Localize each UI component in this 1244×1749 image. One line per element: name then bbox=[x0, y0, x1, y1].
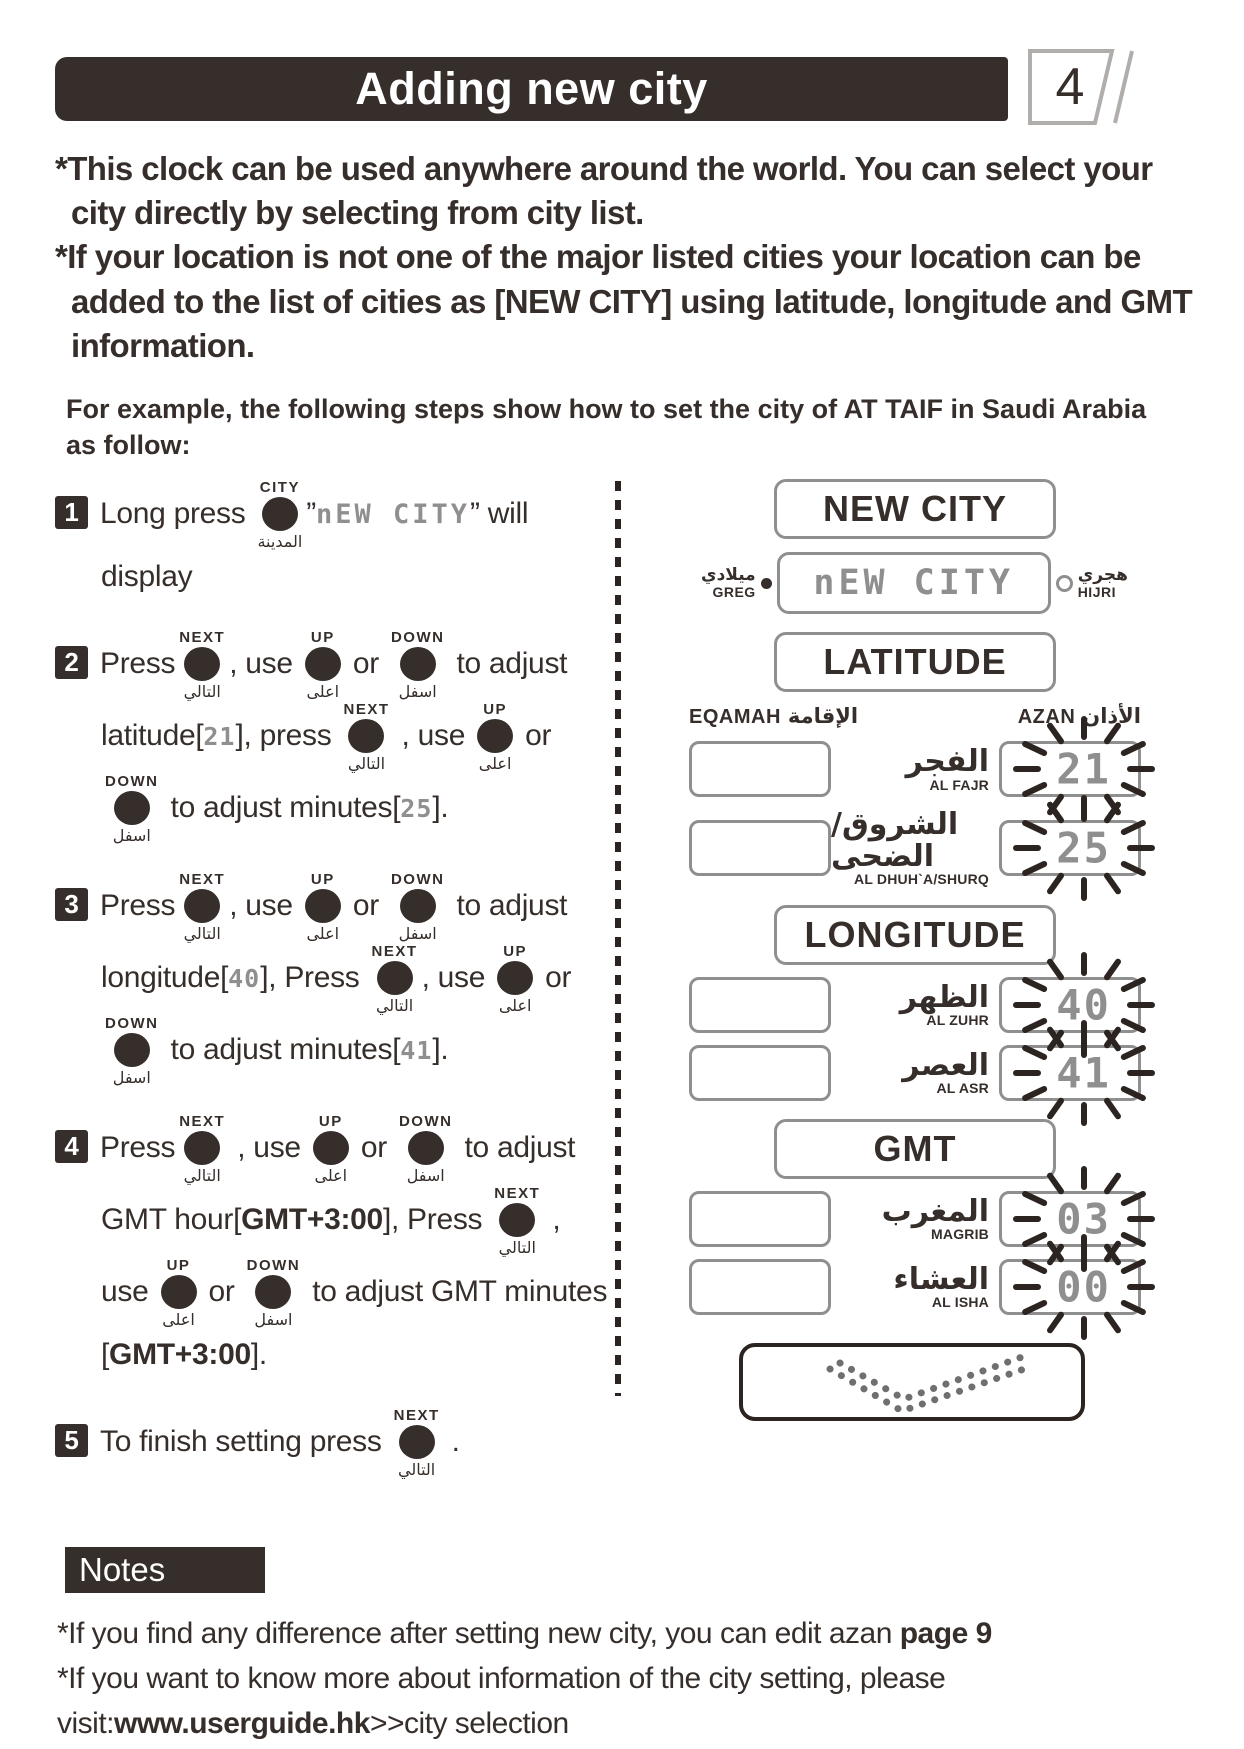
prayer-english-label: MAGRIB bbox=[931, 1226, 989, 1243]
next-button-icon bbox=[394, 1407, 440, 1479]
step-text: ], Press bbox=[382, 1203, 491, 1237]
hijri-indicator-ring-icon bbox=[1056, 575, 1073, 592]
prayer-row bbox=[689, 1191, 1141, 1247]
button-english-label: DOWN bbox=[105, 1015, 159, 1033]
button-circle-icon bbox=[348, 719, 384, 753]
down-button-icon bbox=[105, 1015, 159, 1087]
step-text: ” bbox=[306, 497, 316, 531]
greg-label bbox=[701, 567, 756, 600]
step-1 bbox=[55, 479, 615, 603]
button-arabic-label: اعلى bbox=[306, 682, 340, 702]
prayer-arabic-label: الظهر bbox=[899, 979, 989, 1015]
button-circle-icon bbox=[408, 1131, 444, 1165]
page-number-tab bbox=[1026, 47, 1138, 127]
intro-paragraph-2: *If your location is not one of the major listed cities your location can be added to the list of cities as [NEW CITY] using latitude, longitude and GMT information. bbox=[55, 238, 1193, 364]
seven-segment-value: 41 bbox=[400, 1036, 433, 1066]
button-circle-icon bbox=[161, 1275, 197, 1309]
next-button-icon bbox=[372, 943, 418, 1015]
eqamah-english: EQAMAH bbox=[689, 706, 781, 729]
seven-segment-value: 40 bbox=[228, 964, 261, 994]
gmt-rows bbox=[689, 1191, 1141, 1315]
down-button-icon bbox=[247, 1257, 301, 1329]
button-circle-icon bbox=[497, 961, 533, 995]
hijri-label bbox=[1078, 567, 1128, 600]
example-intro: For example, the following steps show how to set the city of AT TAIF in Saudi Arabia as follow: bbox=[66, 394, 1147, 460]
button-english-label: CITY bbox=[259, 479, 300, 497]
step-text: *If you find any difference after setting new city, you can edit azan bbox=[57, 1617, 900, 1651]
button-english-label: NEXT bbox=[494, 1185, 541, 1203]
step-text: ]. bbox=[250, 1338, 267, 1372]
blinking-value: 41 bbox=[1056, 1048, 1111, 1098]
note-line bbox=[57, 1656, 1122, 1746]
notes-title: Notes bbox=[79, 1551, 166, 1589]
button-circle-icon bbox=[305, 647, 341, 681]
prayer-arabic-label: الشروق/الضحى bbox=[831, 807, 959, 874]
panel-longitude bbox=[689, 905, 1141, 1101]
seven-segment-value: 25 bbox=[400, 794, 433, 824]
step-number: 2 bbox=[55, 646, 88, 679]
button-english-label: UP bbox=[318, 1113, 343, 1131]
step-text: or bbox=[200, 1275, 243, 1309]
blinking-value: 03 bbox=[1056, 1194, 1111, 1244]
button-circle-icon bbox=[377, 961, 413, 995]
greg-indicator-dot-icon bbox=[761, 578, 772, 589]
step-text: To finish setting press bbox=[100, 1425, 390, 1459]
bold-text: GMT+3:00 bbox=[109, 1338, 251, 1372]
step-2 bbox=[55, 629, 615, 845]
button-arabic-label: اسفل bbox=[112, 1068, 151, 1088]
eqamah-time-box bbox=[689, 820, 831, 876]
blinking-value: 21 bbox=[1056, 744, 1111, 794]
step-number: 1 bbox=[55, 496, 88, 529]
button-arabic-label: التالي bbox=[375, 996, 414, 1016]
lcd-display bbox=[777, 552, 1051, 614]
step-number: 3 bbox=[55, 888, 88, 921]
intro-paragraph-1: *This clock can be used anywhere around the world. You can select your city directly by selecting from city list. bbox=[55, 150, 1153, 232]
down-button-icon bbox=[399, 1113, 453, 1185]
button-circle-icon bbox=[184, 1131, 220, 1165]
next-button-icon bbox=[179, 629, 225, 701]
longitude-rows bbox=[689, 977, 1141, 1101]
prayer-row bbox=[689, 1259, 1141, 1315]
eqamah-header bbox=[689, 704, 858, 729]
up-button-icon bbox=[305, 871, 341, 943]
azan-value-box bbox=[999, 820, 1141, 876]
prayer-row bbox=[689, 1045, 1141, 1101]
eqamah-time-box bbox=[689, 1259, 831, 1315]
step-text: , use bbox=[229, 1131, 309, 1165]
azan-arabic: الأذان bbox=[1082, 704, 1141, 729]
button-arabic-label: اسفل bbox=[398, 682, 437, 702]
step-text: . bbox=[443, 1425, 460, 1459]
panel-latitude bbox=[689, 632, 1141, 887]
step-text: Press bbox=[100, 647, 176, 681]
hijri-english-label: HIJRI bbox=[1077, 583, 1116, 600]
step-text: to adjust longitude[ bbox=[101, 889, 568, 995]
button-arabic-label: اسفل bbox=[112, 826, 151, 846]
blinking-value: 25 bbox=[1056, 823, 1111, 873]
button-circle-icon bbox=[313, 1131, 349, 1165]
panel-gmt bbox=[689, 1119, 1141, 1315]
button-arabic-label: اعلى bbox=[478, 754, 512, 774]
step-text: , use bbox=[101, 1203, 561, 1309]
page-title-bar bbox=[55, 57, 1008, 121]
prayer-arabic-label: الفجر bbox=[905, 744, 989, 780]
lcd-text: nEW CITY bbox=[813, 563, 1014, 604]
down-button-icon bbox=[391, 629, 445, 701]
step-text: Long press bbox=[100, 497, 254, 531]
blinking-value: 40 bbox=[1056, 980, 1111, 1030]
step-text: , use bbox=[421, 961, 494, 995]
bold-text: GMT+3:00 bbox=[241, 1203, 383, 1237]
step-text: >>city selection bbox=[369, 1707, 569, 1741]
steps-list bbox=[0, 479, 615, 1505]
button-english-label: NEXT bbox=[179, 1113, 226, 1131]
button-circle-icon bbox=[114, 1033, 150, 1067]
button-arabic-label: المدينة bbox=[257, 532, 303, 552]
panel-longitude-title: LONGITUDE bbox=[774, 905, 1056, 965]
step-text: to adjust minutes[ bbox=[162, 1033, 401, 1067]
prayer-row bbox=[689, 977, 1141, 1033]
button-english-label: DOWN bbox=[105, 773, 159, 791]
notes-section bbox=[57, 1547, 1244, 1746]
button-arabic-label: التالي bbox=[183, 1166, 221, 1186]
panel-new-city bbox=[689, 479, 1141, 614]
panel-new-city-title: NEW CITY bbox=[774, 479, 1056, 539]
up-button-icon bbox=[305, 629, 341, 701]
up-button-icon bbox=[497, 943, 533, 1015]
button-arabic-label: اعلى bbox=[306, 924, 340, 944]
lcd-text-inline: nEW CITY bbox=[316, 499, 471, 531]
step-3 bbox=[55, 871, 615, 1087]
button-circle-icon bbox=[499, 1203, 535, 1237]
prayer-english-label: AL ASR bbox=[936, 1080, 989, 1097]
step-text: Press bbox=[100, 1131, 176, 1165]
note-line bbox=[57, 1611, 1122, 1656]
bold-text: page 9 bbox=[899, 1617, 992, 1651]
step-text: or bbox=[352, 1131, 395, 1165]
button-arabic-label: اسفل bbox=[398, 924, 437, 944]
city-button-icon bbox=[257, 479, 302, 551]
step-5 bbox=[55, 1407, 615, 1479]
step-number: 5 bbox=[55, 1424, 88, 1457]
button-english-label: NEXT bbox=[371, 943, 418, 961]
prayer-english-label: AL FAJR bbox=[929, 776, 989, 793]
azan-value-box bbox=[999, 1259, 1141, 1315]
button-arabic-label: التالي bbox=[347, 754, 386, 774]
button-english-label: NEXT bbox=[393, 1407, 440, 1425]
step-text: ], Press bbox=[260, 961, 368, 995]
button-arabic-label: التالي bbox=[183, 924, 221, 944]
next-button-icon bbox=[343, 701, 389, 773]
eqamah-time-box bbox=[689, 741, 831, 797]
button-arabic-label: التالي bbox=[183, 682, 221, 702]
button-arabic-label: اعلى bbox=[498, 996, 532, 1016]
prayer-english-label: AL ZUHR bbox=[926, 1012, 989, 1029]
display-panels bbox=[621, 479, 1244, 1505]
next-button-icon bbox=[179, 1113, 225, 1185]
panel-gmt-title: GMT bbox=[774, 1119, 1056, 1179]
step-text: , use bbox=[229, 889, 301, 923]
button-arabic-label: اسفل bbox=[406, 1166, 445, 1186]
button-english-label: DOWN bbox=[390, 629, 445, 647]
button-circle-icon bbox=[114, 791, 150, 825]
azan-english: AZAN bbox=[1017, 706, 1076, 729]
button-circle-icon bbox=[184, 889, 220, 923]
button-arabic-label: اسفل bbox=[254, 1310, 293, 1330]
panel-latitude-title: LATITUDE bbox=[774, 632, 1056, 692]
eqamah-arabic: الإقامة bbox=[787, 704, 859, 729]
prayer-arabic-label: العصر bbox=[902, 1047, 989, 1083]
step-text: or bbox=[344, 647, 387, 681]
prayer-label bbox=[831, 809, 999, 887]
greg-arabic-label: ميلادي bbox=[701, 565, 756, 586]
intro-text bbox=[55, 147, 1200, 368]
step-text: , use bbox=[229, 647, 301, 681]
next-button-icon bbox=[494, 1185, 540, 1257]
step-text: or bbox=[344, 889, 387, 923]
button-english-label: NEXT bbox=[179, 871, 226, 889]
blinking-value: 00 bbox=[1056, 1262, 1111, 1312]
step-text: *If you want to know more about information of the city setting, please visit: bbox=[57, 1662, 946, 1741]
prayer-arabic-label: المغرب bbox=[881, 1193, 989, 1229]
step-text: to adjust GMT hour[ bbox=[101, 1131, 576, 1237]
checkmark-dotted-icon bbox=[752, 1351, 1072, 1413]
button-circle-icon bbox=[255, 1275, 291, 1309]
seven-segment-value: 21 bbox=[203, 722, 236, 752]
notes-lines bbox=[57, 1611, 1122, 1746]
step-text: to adjust latitude[ bbox=[101, 647, 568, 753]
greg-english-label: GREG bbox=[712, 583, 756, 600]
button-english-label: NEXT bbox=[179, 629, 226, 647]
prayer-row bbox=[689, 741, 1141, 797]
button-english-label: DOWN bbox=[246, 1257, 301, 1275]
prayer-label bbox=[831, 746, 999, 792]
button-circle-icon bbox=[262, 497, 298, 531]
content-columns bbox=[0, 479, 1244, 1505]
step-number: 4 bbox=[55, 1130, 88, 1163]
button-english-label: UP bbox=[310, 629, 335, 647]
button-circle-icon bbox=[399, 1425, 435, 1459]
step-text: to adjust GMT minutes [ bbox=[101, 1275, 608, 1372]
button-english-label: UP bbox=[310, 871, 335, 889]
prayer-label bbox=[831, 1047, 999, 1097]
down-button-icon bbox=[391, 871, 445, 943]
eqamah-time-box bbox=[689, 1191, 831, 1247]
eqamah-time-box bbox=[689, 977, 831, 1033]
down-button-icon bbox=[105, 773, 159, 845]
button-english-label: UP bbox=[483, 701, 508, 719]
next-button-icon bbox=[179, 871, 225, 943]
button-circle-icon bbox=[305, 889, 341, 923]
step-text: ” will display bbox=[101, 497, 529, 594]
azan-value-box bbox=[999, 1045, 1141, 1101]
button-english-label: DOWN bbox=[390, 871, 445, 889]
hijri-arabic-label: هجري bbox=[1077, 565, 1128, 586]
up-button-icon bbox=[313, 1113, 349, 1185]
notes-title-bar bbox=[65, 1547, 265, 1593]
step-text: ]. bbox=[432, 1033, 449, 1067]
button-arabic-label: التالي bbox=[398, 1460, 436, 1480]
prayer-english-label: AL DHUH`A/SHURQ bbox=[854, 871, 989, 888]
button-circle-icon bbox=[400, 889, 436, 923]
button-circle-icon bbox=[400, 647, 436, 681]
step-text: or bbox=[537, 961, 572, 995]
button-english-label: DOWN bbox=[398, 1113, 453, 1131]
step-text: Press bbox=[100, 889, 176, 923]
button-english-label: UP bbox=[166, 1257, 191, 1275]
azan-value-box bbox=[999, 741, 1141, 797]
up-button-icon bbox=[161, 1257, 197, 1329]
button-arabic-label: اعلى bbox=[314, 1166, 348, 1186]
confirmation-display bbox=[739, 1343, 1085, 1421]
step-text: to adjust minutes[ bbox=[162, 791, 401, 825]
lcd-display-row bbox=[689, 552, 1141, 614]
step-text: , use bbox=[393, 719, 474, 753]
page-number: 4 bbox=[1055, 58, 1085, 116]
prayer-english-label: AL ISHA bbox=[931, 1294, 989, 1311]
button-arabic-label: التالي bbox=[498, 1238, 536, 1258]
up-button-icon bbox=[477, 701, 513, 773]
button-arabic-label: اعلى bbox=[162, 1310, 195, 1330]
prayer-label bbox=[831, 979, 999, 1029]
button-circle-icon bbox=[184, 647, 220, 681]
latitude-rows bbox=[689, 741, 1141, 887]
prayer-row bbox=[689, 809, 1141, 887]
prayer-label bbox=[831, 1261, 999, 1311]
button-circle-icon bbox=[477, 719, 513, 753]
bold-text: www.userguide.hk bbox=[114, 1707, 370, 1741]
step-4 bbox=[55, 1113, 615, 1381]
step-text: ]. bbox=[432, 791, 449, 825]
step-text: or bbox=[517, 719, 552, 753]
prayer-arabic-label: العشاء bbox=[893, 1261, 989, 1297]
button-english-label: NEXT bbox=[343, 701, 390, 719]
page-header bbox=[55, 57, 1204, 127]
step-text: ], press bbox=[235, 719, 340, 753]
page-title: Adding new city bbox=[355, 63, 708, 114]
prayer-label bbox=[831, 1193, 999, 1243]
eqamah-time-box bbox=[689, 1045, 831, 1101]
button-english-label: UP bbox=[503, 943, 528, 961]
